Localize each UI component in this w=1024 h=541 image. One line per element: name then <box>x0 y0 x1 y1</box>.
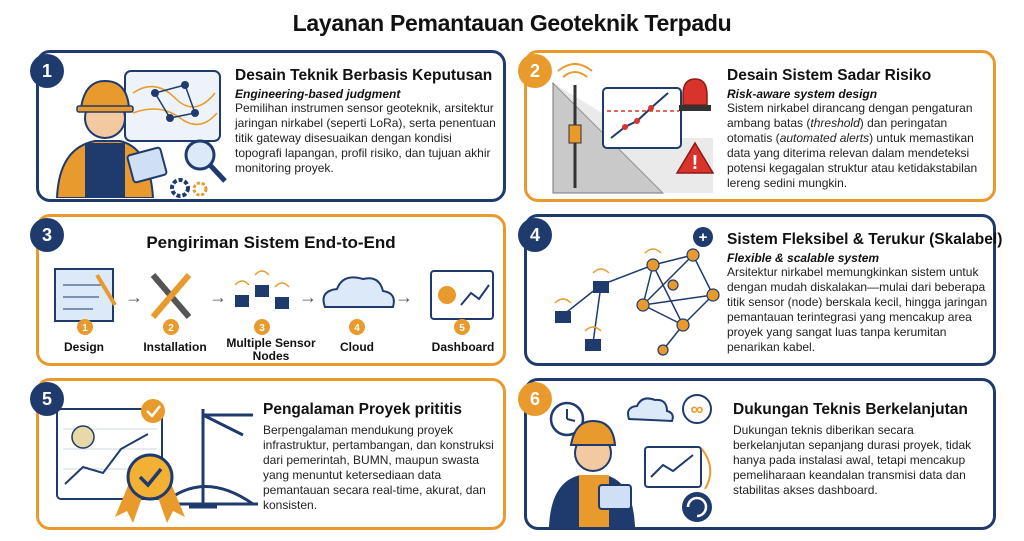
risk-illustration <box>533 63 723 198</box>
gear-icon <box>194 183 206 195</box>
svg-text:+: + <box>698 229 708 246</box>
cloud-icon <box>628 398 673 421</box>
card-2-number: 2 <box>518 54 552 88</box>
crane-icon <box>189 409 253 507</box>
svg-text:4: 4 <box>354 323 360 334</box>
svg-text:2: 2 <box>168 323 174 334</box>
card-1 <box>36 50 506 202</box>
svg-text:!: ! <box>691 152 699 174</box>
alarm-light-icon <box>683 79 707 105</box>
arrow-icon: → <box>395 287 413 307</box>
card-3-number: 3 <box>30 218 64 252</box>
svg-text:1: 1 <box>82 323 88 334</box>
card-5-title: Pengalaman Proyek prititis <box>263 401 462 418</box>
card-2-subtitle: Risk-aware system design <box>727 87 878 101</box>
gear-icon <box>172 180 188 196</box>
step-label-design: Design <box>63 340 104 354</box>
card-4-body: Arsitektur nirkabel memungkinkan sistem untuk dengan mudah diskalakan—mulai dari beberapa titik sensor (node) berskala kecil, hingga jaringan pemantauan terintegrasi yang mencakup area proyek yang sangat luas tanpa kerumitan penarikan kabel. <box>727 265 988 354</box>
arrow-icon: → <box>125 287 143 307</box>
card-3-title: Pengiriman Sistem End-to-End <box>146 233 396 252</box>
experience-illustration <box>53 389 263 527</box>
emblem-icon <box>72 426 94 448</box>
engineer-illustration <box>45 63 235 198</box>
check-icon <box>141 399 165 423</box>
card-1-title: Desain Teknik Berbasis Keputusan <box>235 67 493 84</box>
support-illustration <box>537 389 727 527</box>
blueprint-icon <box>55 269 113 321</box>
card-2 <box>524 50 996 202</box>
svg-text:∞: ∞ <box>690 399 704 419</box>
map-panel <box>125 71 220 141</box>
card-4-title: Sistem Fleksibel & Terukur (Skalabel) <box>727 231 1003 248</box>
svg-text:3: 3 <box>259 323 265 334</box>
card-6-title: Dukungan Teknis Berkelanjutan <box>733 401 968 418</box>
cloud-icon <box>324 277 394 307</box>
card-2-title: Desain Sistem Sadar Risiko <box>727 67 932 84</box>
pipeline-illustration <box>49 265 499 337</box>
card-4-number: 4 <box>518 218 552 252</box>
step-label-cloud: Cloud <box>340 340 374 354</box>
page-title: Layanan Pemantauan Geoteknik Terpadu <box>292 10 732 36</box>
monitor-icon <box>645 447 701 487</box>
card-1-body: Pemilihan instrumen sensor geoteknik, arsitektur jaringan nirkabel (seperti LoRa), serta penentuan titik gateway disesuaikan dengan kondisi topografi lapangan, profil risiko, dan tujuan akhir monitoring proyek. <box>235 101 496 175</box>
step-label-dashboard: Dashboard <box>431 340 495 354</box>
card-1-number: 1 <box>30 54 64 88</box>
award-badge-icon <box>128 455 172 499</box>
arrow-icon: → <box>209 287 227 307</box>
sensor-nodes-icon <box>235 271 289 309</box>
card-3 <box>36 214 506 366</box>
card-5-number: 5 <box>30 382 64 416</box>
network-illustration <box>533 225 728 363</box>
card-1-subtitle: Engineering-based judgment <box>235 87 401 101</box>
card-2-body: Sistem nirkabel dirancang dengan pengaturan ambang batas (threshold) dan peringatan otomatis (automated alerts) untuk memastikan data yang diterima relevan dalam mendeteksi potensi kegagalan struktur atau ketidakstabilan lereng sedini mungkin. <box>727 101 978 190</box>
magnifier-icon <box>186 141 214 169</box>
svg-text:5: 5 <box>459 323 465 334</box>
card-6-body: Dukungan teknis diberikan secara berkelanjutan sepanjang durasi proyek, tidak hanya pada instalasi awal, tetapi mencakup pemeliharaan keandalan transmisi data dan stabilitas akses dashboard. <box>733 423 972 497</box>
arrow-icon: → <box>299 287 317 307</box>
card-4 <box>524 214 1003 366</box>
card-6 <box>524 378 996 530</box>
step-label-installation: Installation <box>143 340 207 354</box>
card-4-subtitle: Flexible & scalable system <box>727 251 880 265</box>
card-6-number: 6 <box>518 382 552 416</box>
card-5 <box>36 378 506 530</box>
refresh-icon <box>682 492 712 522</box>
step-label-sensor-nodes: Multiple Sensor Nodes <box>226 336 316 363</box>
card-5-body: Berpengalaman mendukung proyek infrastruktur, pertambangan, dan konstruksi dari pemerintah, BUMN, maupun swasta yang menuntut ketersediaan data pemantauan secara real-time, akurat, dan konsisten. <box>263 423 494 512</box>
